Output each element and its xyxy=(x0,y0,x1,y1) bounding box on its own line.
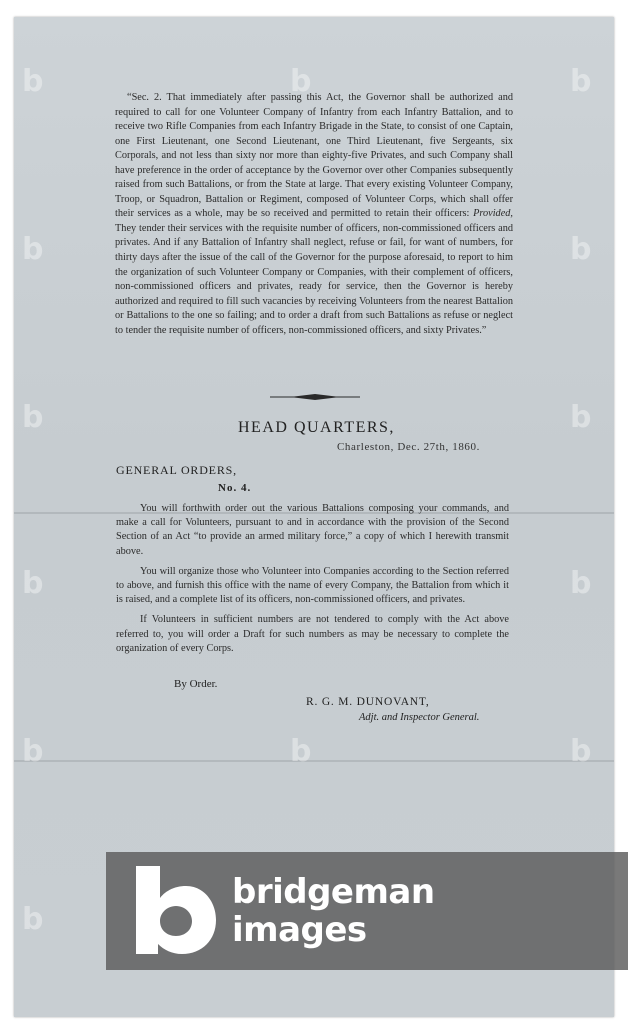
bridgeman-logo-icon xyxy=(128,864,218,956)
signer-name: R. G. M. DUNOVANT, xyxy=(306,696,430,708)
watermark-mark: b xyxy=(570,232,592,267)
fold-line xyxy=(14,760,614,762)
act-section-text xyxy=(115,91,513,338)
orders-paragraph: You will forthwith order out the various Battalions composing your commands, and make a call for Volunteers, pursuant to and in accordance with the provision of the Second Section of an Act “to provide an armed military force,” a copy of which I herewith transmit above. xyxy=(116,503,509,557)
general-orders-heading: GENERAL ORDERS, xyxy=(116,463,237,477)
watermark-banner xyxy=(106,852,628,970)
orders-paragraph: You will organize those who Volunteer into Companies according to the Section referred to above, and furnish this office with the name of every Company, the Battalion from which it is raised, and a complete list of its officers, non-commissioned officers, and privates. xyxy=(116,565,509,606)
watermark-mark: b xyxy=(570,400,592,435)
watermark-mark: b xyxy=(570,734,592,769)
orders-number: No. 4. xyxy=(218,482,252,494)
ornamental-rule xyxy=(270,393,360,401)
watermark-mark: b xyxy=(570,64,592,99)
watermark-mark: b xyxy=(22,734,44,769)
watermark-line2: images xyxy=(232,910,367,950)
orders-body xyxy=(116,502,509,662)
watermark-mark: b xyxy=(570,566,592,601)
dateline: Charleston, Dec. 27th, 1860. xyxy=(337,441,480,453)
watermark-mark: b xyxy=(22,902,44,937)
watermark-mark: b xyxy=(22,64,44,99)
head-quarters-heading: HEAD QUARTERS, xyxy=(238,419,395,436)
watermark-mark: b xyxy=(290,64,312,99)
signer-title: Adjt. and Inspector General. xyxy=(359,712,480,723)
by-order-line: By Order. xyxy=(174,678,218,690)
section-provided: Provided, xyxy=(473,208,513,220)
watermark-mark: b xyxy=(22,232,44,267)
watermark-line1: bridgeman xyxy=(232,872,435,912)
watermark-mark: b xyxy=(290,734,312,769)
section-prefix: “Sec. 2. That immediately after passing this Act, the Governor shall be authorized and required to call for one Volunteer Company of Infantry from each Infantry Battalion, and to receive two Rifle Companies from each Infantry Brigade in the State, to consist of one Captain, one First Lieutenant, one Second Lieutenant, one Third Lieutenant, five Sergeants, six Corporals, and not less than sixty nor more than eighty-five Privates, and such Company shall have preference in the order of acceptance by the Governor over other Companies subsequently raised from such Battalions, or from the State at large. That every existing Volunteer Company, Troop, or Squadron, Battalion or Regiment, composed of Volunteer Corps, which shall offer their services as a whole, may be so received and permitted to retain their officers: xyxy=(115,92,513,220)
orders-paragraph: If Volunteers in sufficient numbers are not tendered to comply with the Act above referred to, you will order a Draft for such numbers as may be necessary to complete the organization of every Corps. xyxy=(116,614,509,654)
watermark-mark: b xyxy=(22,566,44,601)
watermark-mark: b xyxy=(22,400,44,435)
section-suffix: They tender their services with the requisite number of officers, non-commissioned officers and privates. And if any Battalion of Infantry shall neglect, refuse or fail, for want of numbers, for thirty days after the issue of the call of the Governor for the purpose aforesaid, to report to him the organization of such Volunteer Company or Companies, with their complement of officers, non-commissioned officers and privates, ready for service, then the Governor is hereby authorized and required to fill such vacancies by receiving Volunteers from the nearest Battalion or Battalions to the one so failing; and to order a draft from such Battalions as refuse or neglect to tender the requisite number of officers, non-commissioned officers, and sixty Privates.” xyxy=(115,222,513,336)
